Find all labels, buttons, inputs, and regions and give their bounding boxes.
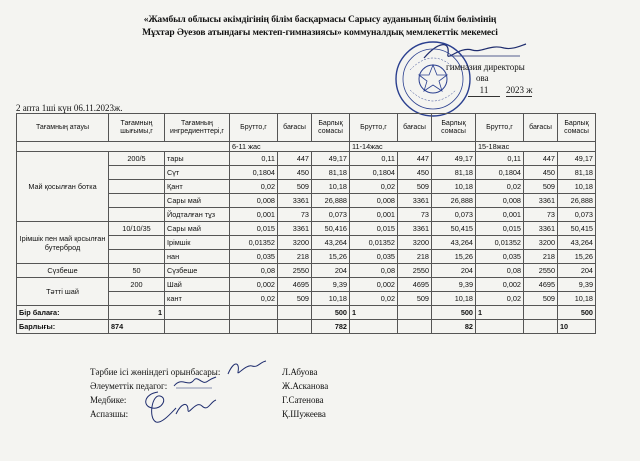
price-cell: 4695 (278, 278, 312, 292)
total-value: 874 (109, 320, 165, 334)
gross-weight-cell: 0,02 (476, 180, 524, 194)
gross-weight-cell: 0,035 (350, 250, 398, 264)
price-cell: 4695 (398, 278, 432, 292)
gross-weight-cell: 0,01352 (230, 236, 278, 250)
footer-role: Аспазшы: (90, 409, 129, 419)
price-cell: 447 (524, 152, 558, 166)
price-cell: 73 (278, 208, 312, 222)
sum-cell: 43,264 (432, 236, 476, 250)
signature-icon (138, 388, 178, 426)
sum-cell: 0,073 (312, 208, 350, 222)
per-child-row (17, 306, 596, 320)
dish-yield (109, 292, 165, 306)
header-line-2: Мұхтар Әуезов атындағы мектеп-гимназиясы» коммуналдық мемлекеттік мекемесі (142, 28, 498, 38)
gross-weight-cell: 0,002 (230, 278, 278, 292)
sum-cell: 10,18 (432, 292, 476, 306)
footer-name: Қ.Шужеева (282, 409, 326, 419)
gross-weight-cell: 0,08 (350, 264, 398, 278)
footer-name: Ж.Асканова (282, 381, 329, 391)
table-row (17, 278, 596, 292)
table-row (17, 264, 596, 278)
sum-cell: 81,18 (558, 166, 596, 180)
gross-weight-cell: 0,11 (476, 152, 524, 166)
ingredient-name: Ірімшік (165, 236, 230, 250)
gross-weight-cell: 0,035 (476, 250, 524, 264)
gross-weight-cell: 0,01352 (476, 236, 524, 250)
price-cell: 509 (398, 180, 432, 194)
sum-cell: 49,17 (558, 152, 596, 166)
sum-cell: 43,264 (312, 236, 350, 250)
gross-weight-cell: 0,02 (230, 180, 278, 194)
price-cell: 509 (278, 292, 312, 306)
age-group-cell: 6-11 жас (230, 142, 350, 152)
per-child-value: 500 (432, 306, 476, 320)
price-cell: 2550 (524, 264, 558, 278)
total-value: 10 (558, 320, 596, 334)
sum-cell: 9,39 (558, 278, 596, 292)
price-cell: 450 (524, 166, 558, 180)
price-cell: 3361 (278, 194, 312, 208)
price-cell: 509 (278, 180, 312, 194)
price-cell: 450 (278, 166, 312, 180)
price-cell: 3200 (398, 236, 432, 250)
sum-cell: 81,18 (312, 166, 350, 180)
official-seal-icon (394, 40, 472, 118)
sum-cell: 204 (558, 264, 596, 278)
per-child-value: 500 (558, 306, 596, 320)
ingredient-name: Сары май (165, 222, 230, 236)
header-cell: Барлық сомасы (558, 114, 596, 142)
price-cell: 3361 (524, 222, 558, 236)
gross-weight-cell: 0,001 (350, 208, 398, 222)
table-header-row (17, 114, 596, 142)
sum-cell: 15,26 (432, 250, 476, 264)
header-cell: бағасы (398, 114, 432, 142)
price-cell: 509 (524, 292, 558, 306)
ingredient-name: Сүт (165, 166, 230, 180)
sum-cell: 50,415 (558, 222, 596, 236)
header-cell: бағасы (524, 114, 558, 142)
price-cell: 509 (524, 180, 558, 194)
signature-icon (174, 396, 218, 420)
signature-icon (226, 358, 268, 378)
price-cell: 3200 (278, 236, 312, 250)
header-cell: Тағамның атауы (17, 114, 109, 142)
approval-title: гимназия директоры (446, 62, 525, 72)
ingredient-name: Сүзбеше (165, 264, 230, 278)
sum-cell: 26,888 (432, 194, 476, 208)
sum-cell: 49,17 (432, 152, 476, 166)
dish-yield: 50 (109, 264, 165, 278)
ingredient-name: Сары май (165, 194, 230, 208)
price-cell: 3361 (524, 194, 558, 208)
dish-yield (109, 194, 165, 208)
price-cell: 218 (524, 250, 558, 264)
header-cell: Тағамның ингредиенттері,г (165, 114, 230, 142)
age-group-cell: 11-14жас (350, 142, 476, 152)
ingredient-name: тары (165, 152, 230, 166)
dish-yield: 200 (109, 278, 165, 292)
sum-cell: 15,26 (558, 250, 596, 264)
table-row (17, 222, 596, 236)
gross-weight-cell: 0,015 (350, 222, 398, 236)
dish-yield (109, 166, 165, 180)
menu-date-line: 2 апта 1ші күн 06.11.2023ж. (16, 103, 123, 113)
approval-name: ова (476, 73, 489, 83)
header-cell: Брутто,г (476, 114, 524, 142)
per-child-value: 500 (312, 306, 350, 320)
header-cell: Брутто,г (230, 114, 278, 142)
ingredient-name: Қант (165, 180, 230, 194)
document-header (0, 14, 640, 40)
sum-cell: 10,18 (312, 180, 350, 194)
header-cell: Барлық сомасы (312, 114, 350, 142)
price-cell: 218 (278, 250, 312, 264)
header-line-1: «Жамбыл облысы әкімдігінің білім басқармасы Сарысу ауданының білім бөлімінің (143, 15, 497, 25)
sum-cell: 10,18 (312, 292, 350, 306)
gross-weight-cell: 0,1804 (350, 166, 398, 180)
dish-name: Ірімшік пен май қосылған бутерброд (17, 222, 109, 264)
gross-weight-cell: 0,008 (476, 194, 524, 208)
sum-cell: 26,888 (558, 194, 596, 208)
gross-weight-cell: 0,11 (230, 152, 278, 166)
gross-weight-cell: 0,08 (230, 264, 278, 278)
gross-weight-cell: 0,01352 (350, 236, 398, 250)
sum-cell: 204 (432, 264, 476, 278)
gross-weight-cell: 0,008 (230, 194, 278, 208)
per-child-value: 1 (109, 306, 165, 320)
sum-cell: 50,415 (432, 222, 476, 236)
sum-cell: 43,264 (558, 236, 596, 250)
sum-cell: 81,18 (432, 166, 476, 180)
dish-name: Тәтті шай (17, 278, 109, 306)
price-cell: 3361 (278, 222, 312, 236)
price-cell: 2550 (398, 264, 432, 278)
total-value: 82 (432, 320, 476, 334)
dish-yield (109, 208, 165, 222)
header-cell: Брутто,г (350, 114, 398, 142)
sum-cell: 9,39 (312, 278, 350, 292)
approval-day: 11 (468, 85, 500, 97)
price-cell: 3200 (524, 236, 558, 250)
sum-cell: 9,39 (432, 278, 476, 292)
per-child-label: Бір балаға: (17, 306, 109, 320)
gross-weight-cell: 0,001 (476, 208, 524, 222)
sum-cell: 10,18 (558, 292, 596, 306)
price-cell: 3361 (398, 194, 432, 208)
header-cell: Барлық сомасы (432, 114, 476, 142)
gross-weight-cell: 0,008 (350, 194, 398, 208)
price-cell: 447 (278, 152, 312, 166)
price-cell: 447 (398, 152, 432, 166)
gross-weight-cell: 0,001 (230, 208, 278, 222)
per-child-value: 1 (476, 306, 524, 320)
ingredient-name: Шай (165, 278, 230, 292)
gross-weight-cell: 0,11 (350, 152, 398, 166)
sum-cell: 0,073 (558, 208, 596, 222)
age-group-row (17, 142, 596, 152)
footer-name: Г.Сатенова (282, 395, 324, 405)
price-cell: 73 (524, 208, 558, 222)
price-cell: 450 (398, 166, 432, 180)
dish-yield (109, 250, 165, 264)
gross-weight-cell: 0,015 (476, 222, 524, 236)
price-cell: 509 (398, 292, 432, 306)
sum-cell: 26,888 (312, 194, 350, 208)
gross-weight-cell: 0,015 (230, 222, 278, 236)
dish-yield (109, 180, 165, 194)
footer-role: Әлеуметтік педагог: (90, 381, 168, 391)
ingredient-name: кант (165, 292, 230, 306)
gross-weight-cell: 0,08 (476, 264, 524, 278)
sum-cell: 10,18 (432, 180, 476, 194)
header-cell: Тағамның шығымы,г (109, 114, 165, 142)
footer-role: Тәрбие ісі жөніндегі орынбасары: (90, 367, 221, 377)
sum-cell: 50,416 (312, 222, 350, 236)
approval-year: 2023 ж (506, 85, 533, 95)
total-label: Барлығы: (17, 320, 109, 334)
price-cell: 3361 (398, 222, 432, 236)
gross-weight-cell: 0,002 (350, 278, 398, 292)
total-value: 782 (312, 320, 350, 334)
price-cell: 4695 (524, 278, 558, 292)
age-group-cell: 15-18жас (476, 142, 596, 152)
ingredient-name: нан (165, 250, 230, 264)
sum-cell: 10,18 (558, 180, 596, 194)
sum-cell: 204 (312, 264, 350, 278)
per-child-value: 1 (350, 306, 398, 320)
dish-yield: 200/5 (109, 152, 165, 166)
price-cell: 2550 (278, 264, 312, 278)
dish-yield (109, 236, 165, 250)
dish-name: Май қосылған ботка (17, 152, 109, 222)
sum-cell: 49,17 (312, 152, 350, 166)
price-cell: 73 (398, 208, 432, 222)
sum-cell: 0,073 (432, 208, 476, 222)
sum-cell: 15,26 (312, 250, 350, 264)
gross-weight-cell: 0,002 (476, 278, 524, 292)
ingredient-name: Йодталған тұз (165, 208, 230, 222)
footer-name: Л.Абуова (282, 367, 318, 377)
gross-weight-cell: 0,035 (230, 250, 278, 264)
gross-weight-cell: 0,02 (230, 292, 278, 306)
gross-weight-cell: 0,02 (350, 180, 398, 194)
gross-weight-cell: 0,1804 (476, 166, 524, 180)
menu-table (16, 113, 596, 334)
gross-weight-cell: 0,1804 (230, 166, 278, 180)
signature-icon (172, 372, 218, 392)
dish-name: Сүзбеше (17, 264, 109, 278)
total-row (17, 320, 596, 334)
header-cell: бағасы (278, 114, 312, 142)
gross-weight-cell: 0,02 (476, 292, 524, 306)
dish-yield: 10/10/35 (109, 222, 165, 236)
gross-weight-cell: 0,02 (350, 292, 398, 306)
table-row (17, 152, 596, 166)
price-cell: 218 (398, 250, 432, 264)
footer-role: Медбике: (90, 395, 127, 405)
